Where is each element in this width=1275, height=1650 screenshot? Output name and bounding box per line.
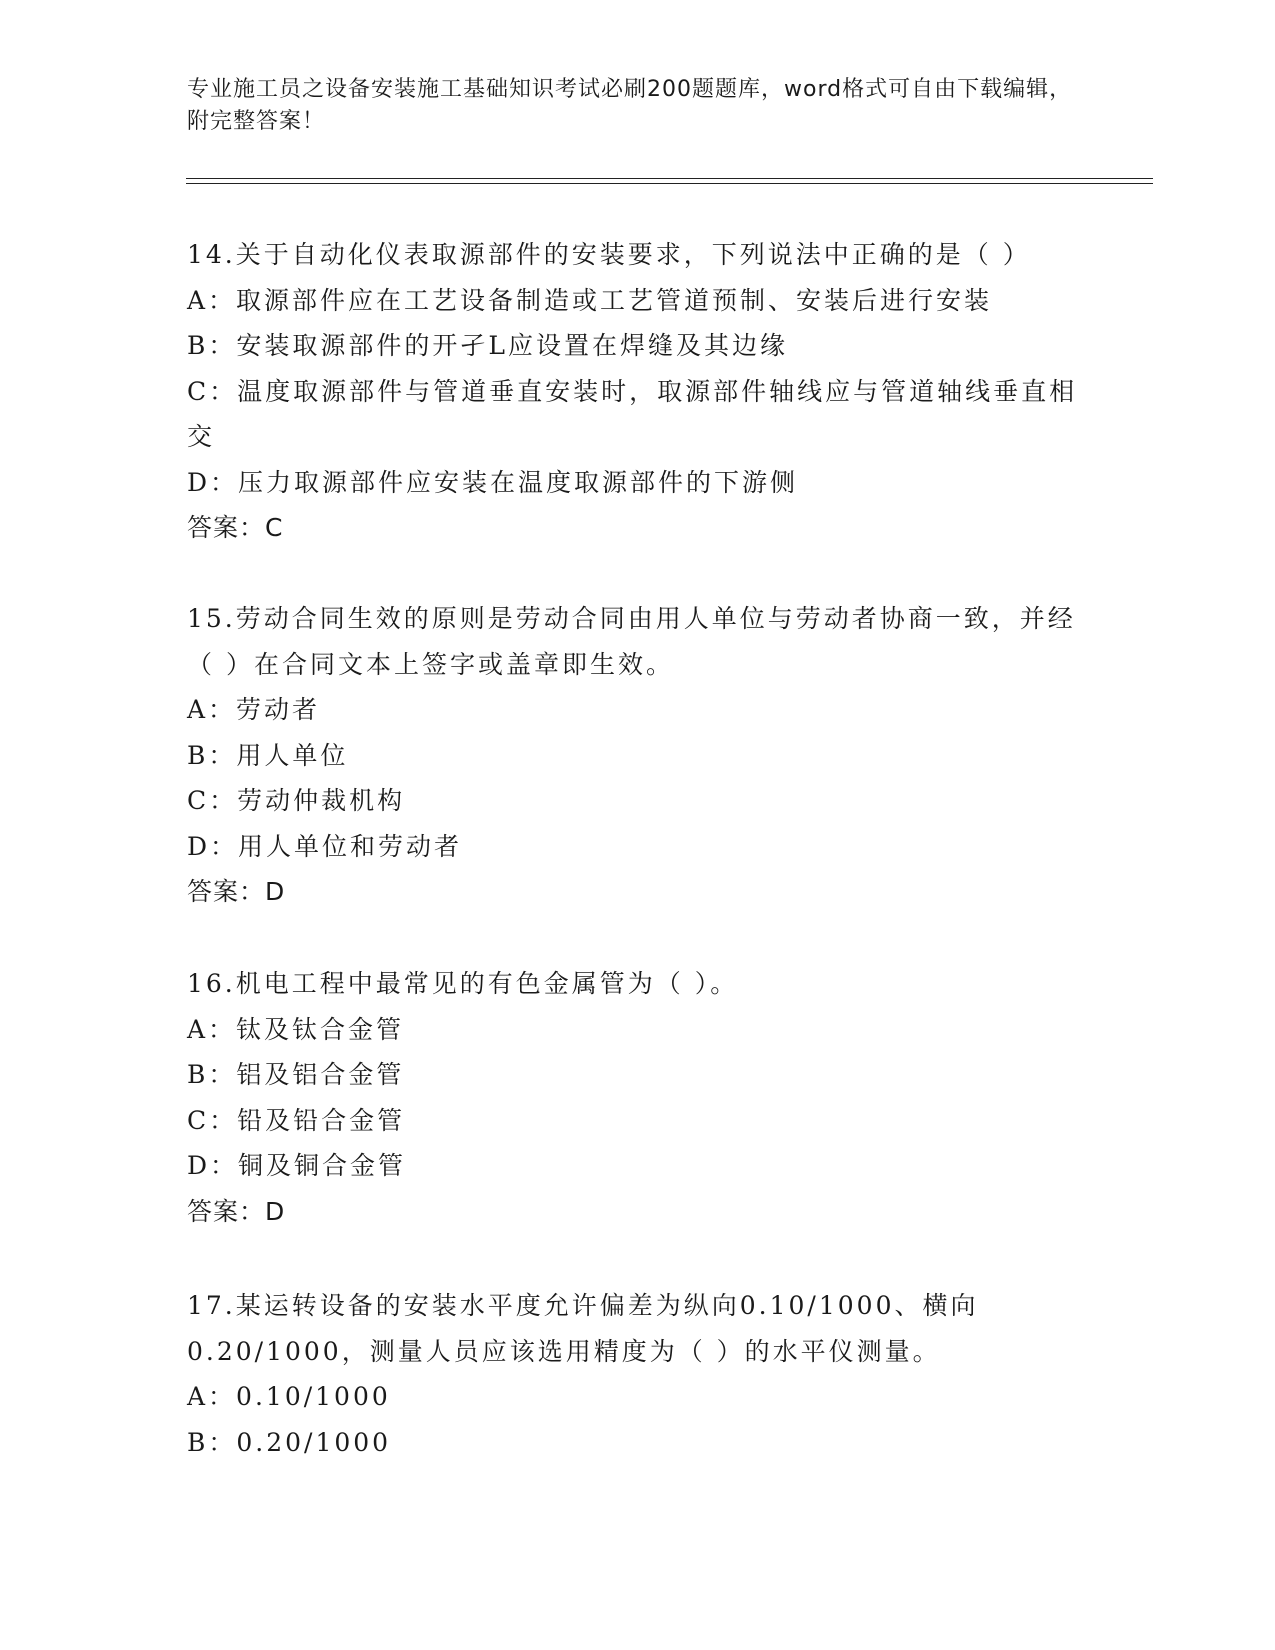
answer-line: 答案：D xyxy=(187,877,286,906)
option-a: A：钛及钛合金管 xyxy=(187,1014,405,1044)
option-b: B：用人单位 xyxy=(187,740,349,770)
option-a: A：取源部件应在工艺设备制造或工艺管道预制、安装后进行安装 xyxy=(187,285,993,315)
question-14 xyxy=(187,232,1087,551)
option-c: C：劳动仲裁机构 xyxy=(187,786,406,815)
answer-line: 答案：D xyxy=(187,1196,286,1226)
option-d: D：用人单位和劳动者 xyxy=(187,831,463,861)
answer-line: 答案：C xyxy=(187,513,284,542)
question-17 xyxy=(187,1283,1087,1465)
question-stem: 17.某运转设备的安装水平度允许偏差为纵向0.10/1000、横向0.20/1000，测量人员应该选用精度为（ ）的水平仪测量。 xyxy=(187,1291,979,1366)
option-a: A：0.10/1000 xyxy=(187,1382,391,1411)
header-divider-top xyxy=(186,178,1153,179)
option-c: C：铅及铅合金管 xyxy=(187,1105,406,1135)
question-16 xyxy=(187,961,1087,1234)
document-header: 专业施工员之设备安装施工基础知识考试必刷200题题库，word格式可自由下载编辑，附完整答案！ xyxy=(187,77,1073,134)
header-divider-bottom xyxy=(186,183,1153,184)
question-stem: 14.关于自动化仪表取源部件的安装要求，下列说法中正确的是（ ） xyxy=(187,240,1031,269)
option-d: D：压力取源部件应安装在温度取源部件的下游侧 xyxy=(187,467,799,497)
question-stem: 15.劳动合同生效的原则是劳动合同由用人单位与劳动者协商一致，并经（ ）在合同文本上签字或盖章即生效。 xyxy=(187,604,1076,679)
question-stem: 16.机电工程中最常见的有色金属管为（ ）。 xyxy=(187,969,739,998)
option-c: C：温度取源部件与管道垂直安装时，取源部件轴线应与管道轴线垂直相交 xyxy=(187,376,1078,451)
option-b: B：铝及铝合金管 xyxy=(187,1060,405,1089)
option-a: A：劳动者 xyxy=(187,695,321,724)
option-b: B：安装取源部件的开孑L应设置在焊缝及其边缘 xyxy=(187,331,788,360)
option-d: D：铜及铜合金管 xyxy=(187,1151,407,1180)
question-15 xyxy=(187,596,1087,915)
option-b: B：0.20/1000 xyxy=(187,1427,392,1457)
